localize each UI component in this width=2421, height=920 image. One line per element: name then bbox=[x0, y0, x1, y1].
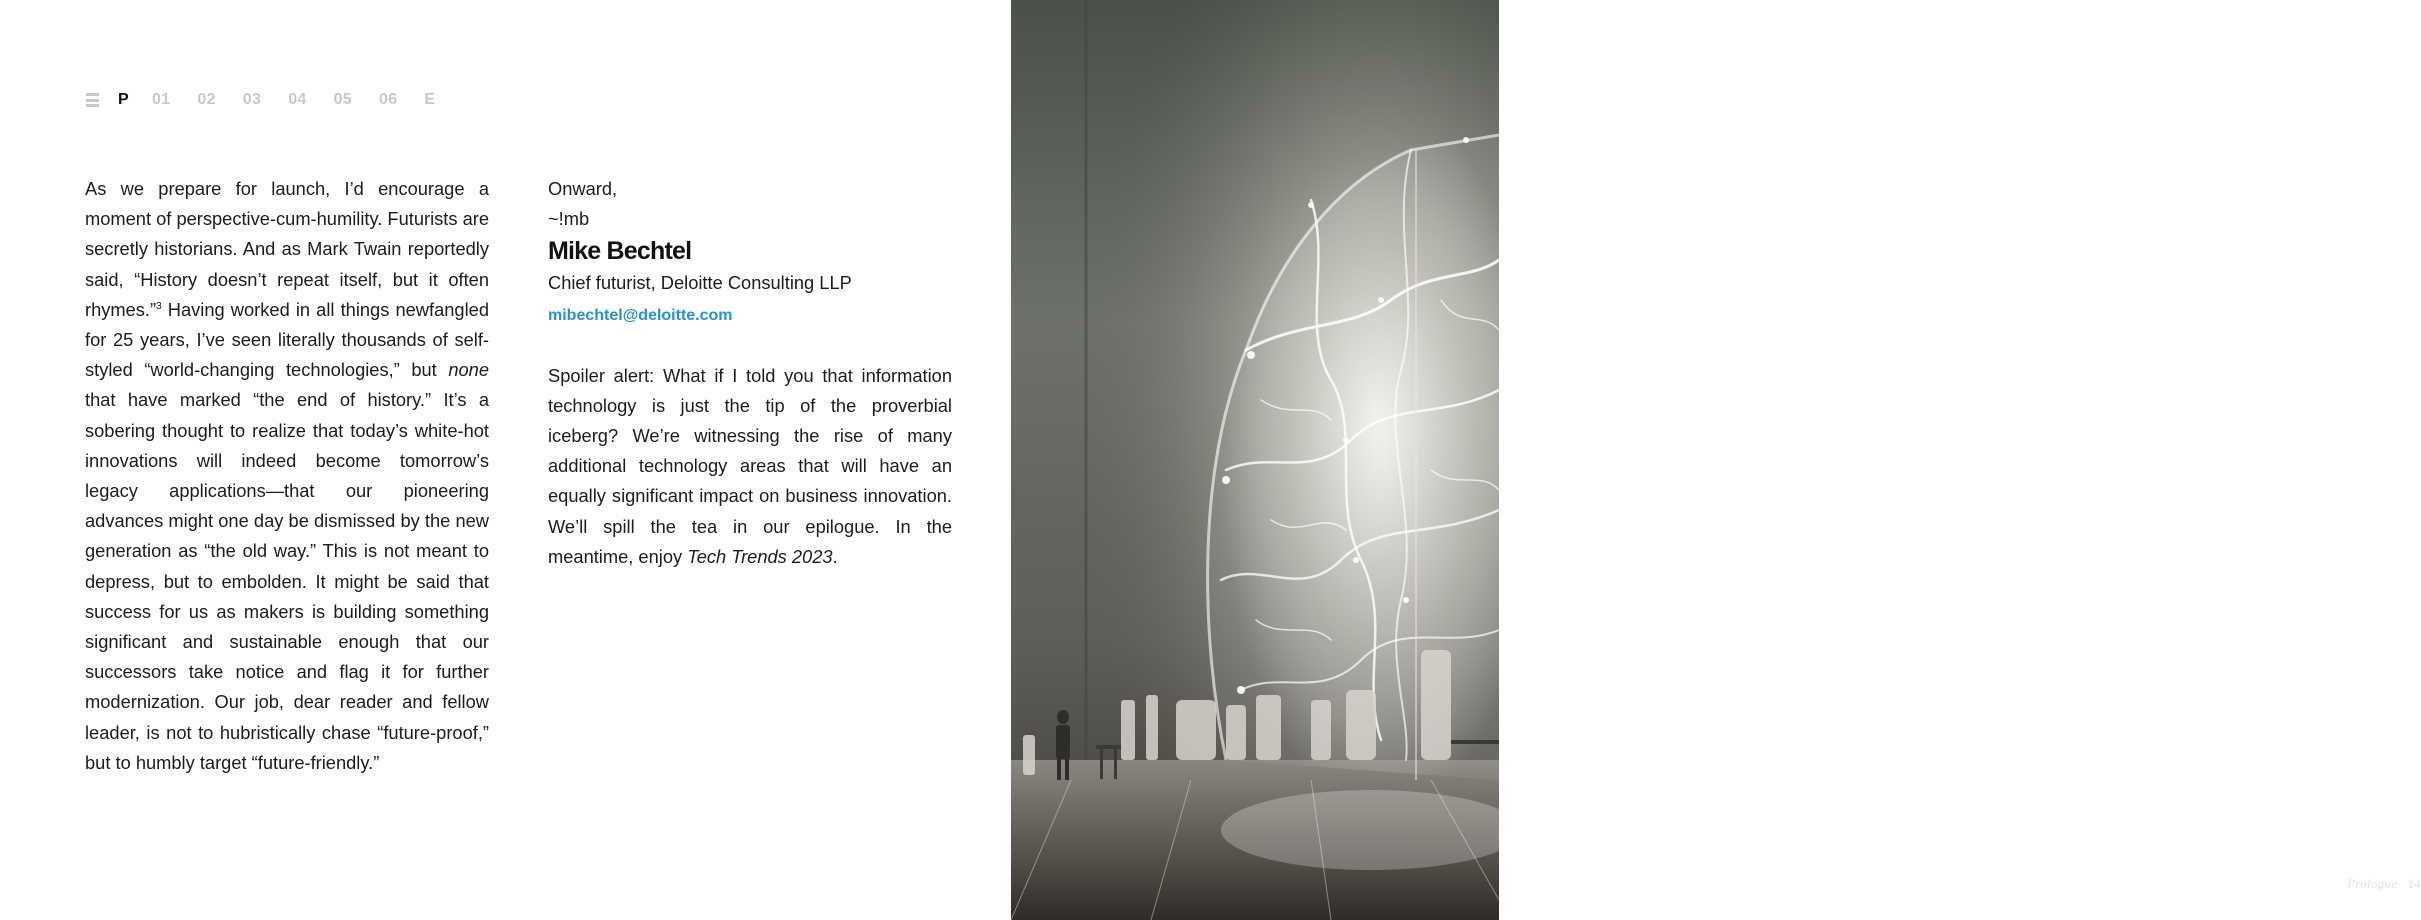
footnote-marker[interactable]: 3 bbox=[156, 300, 162, 312]
body-column-right bbox=[548, 174, 952, 572]
nav-item-01[interactable]: 01 bbox=[151, 91, 171, 108]
body-text-part1: As we prepare for launch, I’d encourage a moment of perspective-cum-humility. Futurists are secretly historians. And as Mark Twain reportedly said, “History doesn’t repeat itself, but it often rhymes.” bbox=[85, 178, 489, 320]
menu-icon[interactable] bbox=[86, 93, 99, 107]
spoiler-text: Spoiler alert: What if I told you that information technology is just the tip of the proverbial iceberg? We’re witnessing the rise of many additional technology areas that will have an equally significant impact on business innovation. We’ll spill the tea in our epilogue. In the meantime, enjoy bbox=[548, 364, 952, 567]
hero-image-glowing-brain bbox=[1011, 0, 2421, 920]
nav-item-04[interactable]: 04 bbox=[288, 91, 307, 108]
signoff-line: Onward, bbox=[548, 178, 618, 199]
nav-item-05[interactable]: 05 bbox=[333, 91, 353, 108]
author-email-link[interactable]: mibechtel@deloitte.com bbox=[548, 306, 733, 324]
page-number: 14 bbox=[2407, 876, 2421, 891]
brain-illustration bbox=[1011, 0, 1499, 920]
nav-item-prologue[interactable]: P bbox=[118, 91, 129, 108]
author-title: Chief futurist, Deloitte Consulting LLP bbox=[548, 272, 852, 294]
nav-item-epilogue[interactable]: E bbox=[424, 91, 436, 108]
spoiler-italic-title: Tech Trends 2023 bbox=[687, 545, 833, 567]
spoiler-paragraph bbox=[548, 361, 952, 572]
nav-item-02[interactable]: 02 bbox=[197, 91, 216, 108]
nav-item-06[interactable]: 06 bbox=[379, 91, 398, 108]
body-text-emphasis: none bbox=[448, 359, 489, 381]
footer-section-label: Prologue bbox=[2347, 876, 2398, 891]
spoiler-end: . bbox=[832, 545, 838, 567]
body-column-left bbox=[85, 174, 489, 778]
author-name: Mike Bechtel bbox=[548, 237, 692, 266]
signoff-initials: ~!mb bbox=[548, 208, 590, 230]
page-footer bbox=[2347, 876, 2421, 892]
chapter-nav bbox=[86, 90, 462, 110]
body-text-part3: that have marked “the end of history.” It’s a sobering thought to realize that today’s white-hot innovations will indeed become tomorrow’s legacy applications—that our pioneering advances might one day be dismissed by the new generation as “the old way.” This is not meant to depress, but to embolden. It might be said that success for us as makers is building something significant and sustainable enough that our successors take notice and flag it for further modernization. Our job, dear reader and fellow leader, is not to hubristically chase “future-proof,” but to humbly target “future-friendly.” bbox=[85, 389, 489, 773]
nav-item-03[interactable]: 03 bbox=[242, 91, 262, 108]
body-text-part2: Having worked in all things newfangled for 25 years, I’ve seen literally thousands of self-styled “world-changing technologies,” but bbox=[85, 298, 489, 381]
